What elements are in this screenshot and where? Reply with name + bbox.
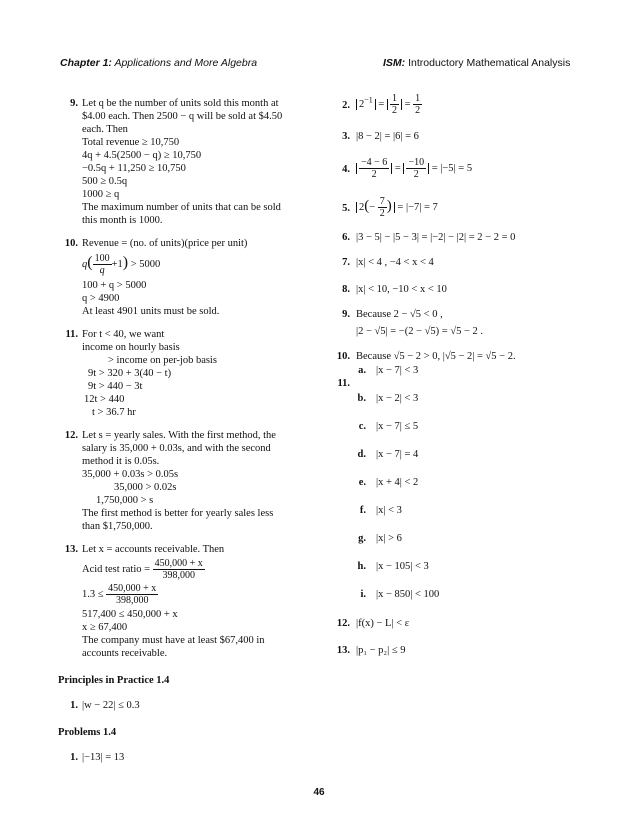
problem-13: 13. Let x = accounts receivable. Then Acid test ratio = $\frac{450,000 + x}{398,000}$ 1.3 ≤ $\frac{450,000 + x}{398,000}$ 517,400 ≤ 450,000 + x x ≥ 67,400 The company must have at least $67,400 in accounts receivable. (64, 544, 265, 659)
problem-9: 9. Let q be the number of units sold this month at $4.00 each. Then 2500 − q will be sold at $4.50 each. Then Total revenue ≥ 10,750 4q + 4.5(2500 − q) ≥ 10,750 −0.5q + 11,250 ≥ 10,750 500 ≥ 0.5q 1000 ≥ q The maximum number of units that can be sold this month is 1000. (70, 98, 283, 226)
left-column (60, 97, 300, 774)
problem-r11-e: e. |x + 4| < 2 (358, 477, 419, 488)
problem-r11-f: f. |x| < 3 (359, 505, 402, 516)
header-left: Chapter 1: Applications and More Algebra (60, 57, 258, 69)
problem-r4: 4. $\frac{-4 - 6}{2}$ = $\frac{-10}{2}$ = |−5| = 5 (342, 157, 473, 180)
problem-r6: 6. |3 − 5| − |5 − 3| = |−2| − |2| = 2 − 2 = 0 (342, 232, 516, 243)
problem-r11-a: a. |x − 7| < 3 (358, 365, 419, 376)
problem-1: 1. |−13| = 13 (70, 752, 125, 763)
problem-11: 11. For t < 40, we want income on hourly basis > income on per-job basis 9t > 320 + 3(40 − t) 9t > 440 − 3t 12t > 440 t > 36.7 hr (65, 329, 217, 418)
problem-r11-c: c. |x − 7| ≤ 5 (358, 421, 419, 432)
problem-r13: 13. |p₁ − p₂| ≤ 9 (336, 645, 406, 656)
problem-r10: 10. Because √5 − 2 > 0, |√5 − 2| = √5 − 2. (336, 351, 516, 362)
problem-r12: 12. |f(x) − L| < ε (336, 618, 410, 629)
practice-1: 1. |w − 22| ≤ 0.3 (70, 700, 140, 711)
problem-r8: 8. |x| < 10, −10 < x < 10 (342, 284, 447, 295)
problem-12: 12. Let s = yearly sales. With the first method, the salary is 35,000 + 0.03s, and with the second method it is 0.05s. 35,000 + 0.03s > 0.05s 35,000 > 0.02s 1,750,000 > s The first method is better for yearly sales less than $1,750,000. (64, 430, 276, 532)
section-problems-heading: Problems 1.4 (58, 727, 117, 738)
problem-r5: 5. 2(− $\frac{7}{2}$ ) = |−7| = 7 (342, 196, 438, 219)
problem-r11-i: i. |x − 850| < 100 (360, 589, 440, 600)
problem-10: 10. Revenue = (no. of units)(price per unit) q( $\frac{100}{q}$ +1) > 5000 100 + q > 5000 q > 4900 At least 4901 units must be sold. (64, 238, 248, 317)
problem-r7: 7. |x| < 4 , −4 < x < 4 (342, 257, 434, 268)
problem-r11-g: g. |x| > 6 (358, 533, 402, 544)
problem-r3: 3. |8 − 2| = |6| = 6 (342, 131, 419, 142)
problem-r11-d: d. |x − 7| = 4 (357, 449, 419, 460)
right-column: 2. $2^{-1}$ = $\frac{1}{2}$ = $\frac{1}{2}$ 3. |8 − 2| = |6| = 6 4. $\frac{-4 - 6}{2}$ = $\frac{-10}{2}$ = |−5| = 5 5. 2(− $\frac{7}{2}$ ) = |−7| = 7 6. |3 − 5| − |5 − 3| = |−2| − |2| = 2 − 2 = 0 7. |x| < 4 , −4 < x < 4 8. |x| < 10, −10 < x < 10 9. Because 2 − √5 < 0 , |2 − √5| = −(2 − √5) = √5 − 2 . 10. Because √5 − 2 > 0, |√5 − 2| = √5 − 2. 11. a. |x − 7| < 3 b. |x − 2| < 3 c. |x − 7| ≤ 5 d. |x − 7| = 4 e. |x + 4| < 2 f. |x| < 3 g. |x| > 6 h. |x − 105| < 3 i. |x − 850| < 100 12. |f(x) − L| < ε 13. |p₁ − p₂| ≤ 9 (330, 93, 590, 657)
problem-r11-b: b. |x − 2| < 3 (357, 393, 419, 404)
section-principles-heading: Principles in Practice 1.4 (58, 675, 170, 686)
problem-r2: 2. $2^{-1}$ = $\frac{1}{2}$ = $\frac{1}{2}$ (342, 93, 421, 116)
page-number: 46 (313, 787, 325, 798)
header-right: ISM: Introductory Mathematical Analysis (383, 57, 571, 69)
problem-r9: 9. Because 2 − √5 < 0 , |2 − √5| = −(2 − √5) = √5 − 2 . (342, 309, 484, 337)
problem-r11-h: h. |x − 105| < 3 (357, 561, 429, 572)
